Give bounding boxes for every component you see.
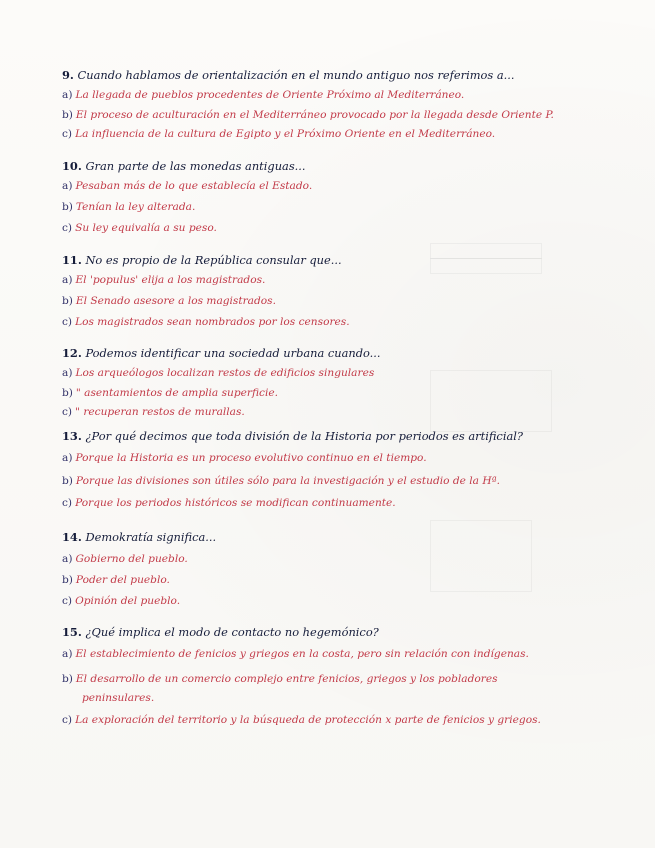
answer-text: " asentamientos de amplia superficie.: [75, 387, 278, 399]
question-number: 11.: [62, 253, 82, 267]
answer-letter: c): [62, 406, 73, 418]
question-number: 12.: [62, 346, 82, 360]
answer-text: Los arqueólogos localizan restos de edificios singulares: [75, 367, 375, 379]
answer-10b: [62, 201, 195, 213]
answer-text: Tenían la ley alterada.: [75, 201, 196, 213]
answer-9c: [62, 128, 495, 140]
answer-10c: [62, 222, 217, 234]
question-11: [62, 253, 342, 267]
answer-text: Opinión del pueblo.: [75, 595, 181, 607]
bleed-through-box: [430, 243, 542, 259]
answer-letter: c): [62, 714, 73, 726]
answer-15c: [62, 714, 541, 726]
answer-text: Poder del pueblo.: [75, 574, 170, 586]
answer-text: Porque los periodos históricos se modifican continuamente.: [75, 497, 396, 509]
answer-12c: [62, 406, 245, 418]
answer-text: La exploración del territorio y la búsqueda de protección x parte de fenicios y griegos.: [75, 714, 541, 726]
question-text: Podemos identificar una sociedad urbana cuando...: [85, 346, 381, 360]
answer-text: El establecimiento de fenicios y griegos en la costa, pero sin relación con indígenas.: [75, 648, 529, 660]
answer-letter: c): [62, 128, 73, 140]
answer-text: El 'populus' elija a los magistrados.: [75, 274, 266, 286]
answer-text: La llegada de pueblos procedentes de Oriente Próximo al Mediterráneo.: [75, 89, 465, 101]
question-text: Gran parte de las monedas antiguas...: [85, 159, 306, 173]
answer-text: " recuperan restos de murallas.: [75, 406, 245, 418]
answer-12a: [62, 367, 374, 379]
question-text: ¿Qué implica el modo de contacto no hegemónico?: [85, 625, 379, 639]
answer-12b: [62, 387, 278, 399]
answer-letter: a): [62, 89, 73, 101]
question-number: 14.: [62, 530, 82, 544]
question-text: ¿Por qué decimos que toda división de la Historia por periodos es artificial?: [85, 429, 523, 443]
answer-13b: [62, 475, 500, 487]
answer-14a: [62, 553, 188, 565]
answer-text: Gobierno del pueblo.: [75, 553, 188, 565]
answer-text: La influencia de la cultura de Egipto y el Próximo Oriente en el Mediterráneo.: [75, 128, 496, 140]
question-text: No es propio de la República consular que...: [85, 253, 342, 267]
answer-text: Pesaban más de lo que establecía el Estado.: [75, 180, 313, 192]
question-number: 13.: [62, 429, 82, 443]
question-text: Cuando hablamos de orientalización en el mundo antiguo nos referimos a...: [77, 68, 515, 82]
answer-text: Porque la Historia es un proceso evolutivo continuo en el tiempo.: [75, 452, 427, 464]
answer-9b: [62, 109, 554, 121]
answer-letter: b): [62, 295, 73, 307]
answer-text: El proceso de aculturación en el Mediterráneo provocado por la llegada desde Oriente P.: [75, 109, 554, 121]
answer-15b-continuation: [82, 692, 154, 704]
answer-14c: [62, 595, 180, 607]
answer-letter: c): [62, 497, 73, 509]
answer-14b: [62, 574, 170, 586]
question-15: [62, 625, 379, 639]
question-number: 9.: [62, 68, 74, 82]
answer-letter: b): [62, 201, 73, 213]
answer-letter: b): [62, 475, 73, 487]
answer-letter: b): [62, 387, 73, 399]
answer-text: El Senado asesore a los magistrados.: [75, 295, 276, 307]
question-12: [62, 346, 381, 360]
answer-11a: [62, 274, 265, 286]
answer-letter: a): [62, 367, 73, 379]
answer-letter: c): [62, 316, 73, 328]
bleed-through-box: [430, 258, 542, 274]
answer-10a: [62, 180, 312, 192]
bleed-through-box: [430, 520, 532, 592]
answer-letter: c): [62, 222, 73, 234]
question-14: [62, 530, 216, 544]
answer-text: Los magistrados sean nombrados por los censores.: [75, 316, 350, 328]
question-13: [62, 429, 523, 443]
answer-15a: [62, 648, 529, 660]
answer-letter: b): [62, 574, 73, 586]
answer-15b: [62, 673, 498, 685]
answer-13c: [62, 497, 396, 509]
answer-letter: a): [62, 553, 73, 565]
answer-text: Porque las divisiones son útiles sólo para la investigación y el estudio de la Hª.: [75, 475, 500, 487]
answer-11b: [62, 295, 276, 307]
question-9: [62, 68, 515, 82]
answer-11c: [62, 316, 350, 328]
answer-letter: c): [62, 595, 73, 607]
answer-text: El desarrollo de un comercio complejo entre fenicios, griegos y los pobladores: [75, 673, 498, 685]
question-number: 10.: [62, 159, 82, 173]
question-number: 15.: [62, 625, 82, 639]
answer-letter: b): [62, 673, 73, 685]
answer-13a: [62, 452, 427, 464]
answer-text: peninsulares.: [82, 692, 155, 704]
answer-letter: a): [62, 274, 73, 286]
answer-letter: b): [62, 109, 73, 121]
answer-letter: a): [62, 452, 73, 464]
question-text: Demokratía significa...: [85, 530, 217, 544]
question-10: [62, 159, 306, 173]
answer-9a: [62, 89, 464, 101]
answer-letter: a): [62, 180, 73, 192]
answer-letter: a): [62, 648, 73, 660]
bleed-through-box: [430, 370, 552, 432]
answer-text: Su ley equivalía a su peso.: [75, 222, 217, 234]
